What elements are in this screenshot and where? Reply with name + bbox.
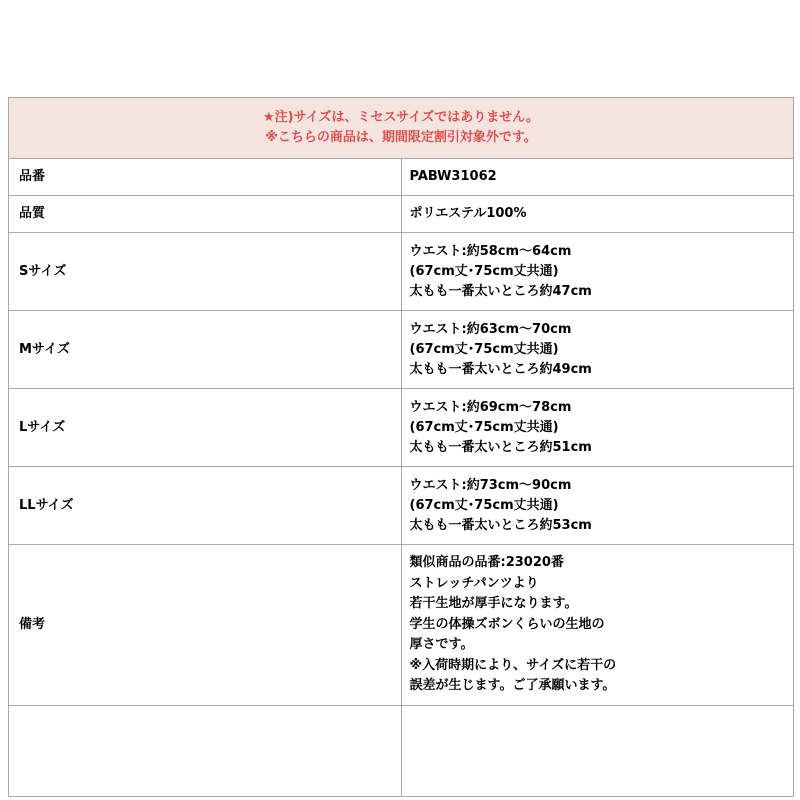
value-line: 太もも一番太いところ約47cm <box>409 283 592 299</box>
value-line: 太もも一番太いところ約51cm <box>409 439 592 455</box>
value-line: 太もも一番太いところ約53cm <box>409 517 592 533</box>
notice-text-1: 注)サイズは、ミセスサイズではありません。 <box>274 110 540 125</box>
value-line: ウエスト:約63cm～70cm <box>409 321 572 337</box>
value-line: 類似商品の品番:23020番 <box>409 555 564 571</box>
value-line: (67cm丈･75cm丈共通) <box>409 419 559 435</box>
row-value <box>401 233 794 311</box>
row-label-empty <box>9 706 402 797</box>
notice-cell <box>9 98 794 159</box>
value-line: ポリエステル100% <box>409 206 527 221</box>
row-value <box>401 467 794 545</box>
row-label: Sサイズ <box>9 233 402 311</box>
row-value-empty <box>401 706 794 797</box>
row-label: Lサイズ <box>9 389 402 467</box>
row-label: 品番 <box>9 159 402 196</box>
value-line: (67cm丈･75cm丈共通) <box>409 341 559 357</box>
row-value <box>401 159 794 196</box>
value-line: 学生の体操ズボンくらいの生地の <box>409 616 605 632</box>
table-row-size-m <box>9 311 794 389</box>
value-line: 誤差が生じます。ご了承願います。 <box>409 678 616 694</box>
star-icon: ★ <box>262 110 275 125</box>
row-value <box>401 545 794 706</box>
row-label: 品質 <box>9 196 402 233</box>
product-spec-table <box>8 97 794 797</box>
value-line: ウエスト:約73cm～90cm <box>409 477 572 493</box>
notice-line-1 <box>9 108 793 128</box>
table-row-size-ll <box>9 467 794 545</box>
row-label: LLサイズ <box>9 467 402 545</box>
value-line: PABW31062 <box>409 169 497 184</box>
table-row-size-s <box>9 233 794 311</box>
value-line: ストレッチパンツより <box>409 575 539 591</box>
notice-row <box>9 98 794 159</box>
notice-line-2: ※こちらの商品は、期間限定割引対象外です。 <box>265 130 537 145</box>
value-line: ※入荷時期により、サイズに若干の <box>409 657 617 673</box>
value-line: 若干生地が厚手になります。 <box>409 596 578 612</box>
row-label: Mサイズ <box>9 311 402 389</box>
value-line: 厚さです。 <box>409 637 474 653</box>
table-row-empty <box>9 706 794 797</box>
value-line: (67cm丈･75cm丈共通) <box>409 497 559 513</box>
row-value <box>401 389 794 467</box>
row-label: 備考 <box>9 545 402 706</box>
table-row-material <box>9 196 794 233</box>
table-row-size-l <box>9 389 794 467</box>
row-value <box>401 196 794 233</box>
table-row-remarks <box>9 545 794 706</box>
value-line: ウエスト:約58cm～64cm <box>409 243 572 259</box>
value-line: (67cm丈･75cm丈共通) <box>409 263 559 279</box>
row-value <box>401 311 794 389</box>
table-row-product-number <box>9 159 794 196</box>
value-line: 太もも一番太いところ約49cm <box>409 361 592 377</box>
value-line: ウエスト:約69cm～78cm <box>409 399 572 415</box>
